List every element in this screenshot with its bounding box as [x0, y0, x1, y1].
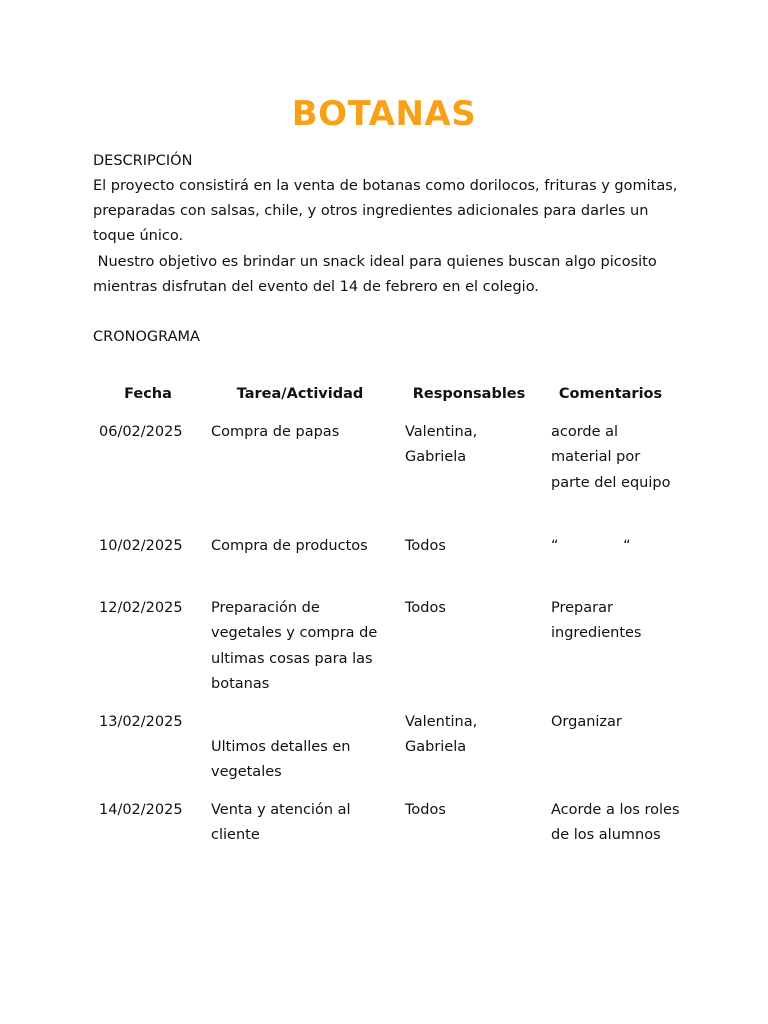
description-heading: DESCRIPCIÓN — [93, 153, 193, 169]
row-task: Compra de productos — [211, 538, 368, 554]
row-comment: acorde al material por parte del equipo — [551, 424, 671, 491]
schedule-heading: CRONOGRAMA — [93, 329, 200, 345]
row-comment — [551, 534, 681, 559]
row-responsible: Todos — [405, 600, 446, 616]
schedule-table — [93, 382, 693, 888]
row-task: Ultimos detalles en vegetales — [211, 739, 351, 781]
row-date: 12/02/2025 — [99, 600, 183, 616]
column-header-comments: Comentarios — [558, 386, 663, 402]
row-task: Venta y atención al cliente — [211, 802, 351, 844]
column-header-responsible: Responsables — [412, 386, 526, 402]
row-date: 13/02/2025 — [99, 714, 183, 730]
schedule-header-row — [93, 382, 693, 420]
ditto-marks: “ “ — [551, 538, 631, 554]
table-row — [93, 596, 693, 710]
row-responsible: Todos — [405, 802, 446, 818]
table-row — [93, 710, 693, 798]
row-comment: Preparar ingredientes — [551, 600, 642, 642]
description-paragraph-1: El proyecto consistirá en la venta de botanas como dorilocos, frituras y gomitas, preparadas con salsas, chile, y otros ingredientes adicionales para darles un toque único. — [93, 178, 683, 245]
row-responsible: Todos — [405, 538, 446, 554]
row-date: 14/02/2025 — [99, 802, 183, 818]
row-date: 10/02/2025 — [99, 538, 183, 554]
column-header-date: Fecha — [124, 386, 172, 402]
row-responsible: Valentina, Gabriela — [405, 424, 478, 466]
row-responsible: Valentina, Gabriela — [405, 714, 478, 756]
row-task: Compra de papas — [211, 424, 340, 440]
row-comment: Acorde a los roles de los alumnos — [551, 802, 680, 844]
table-row — [93, 798, 693, 888]
description-paragraph-2: Nuestro objetivo es brindar un snack ideal para quienes buscan algo picosito mientras disfrutan del evento del 14 de febrero en el colegio. — [93, 253, 662, 295]
description-body — [93, 174, 693, 300]
column-header-task: Tarea/Actividad — [236, 386, 364, 402]
table-row — [93, 534, 693, 596]
row-comment: Organizar — [551, 714, 622, 730]
row-task: Preparación de vegetales y compra de ultimas cosas para las botanas — [211, 600, 378, 692]
document-title: BOTANAS — [291, 94, 477, 134]
table-row — [93, 420, 693, 534]
row-date: 06/02/2025 — [99, 424, 183, 440]
